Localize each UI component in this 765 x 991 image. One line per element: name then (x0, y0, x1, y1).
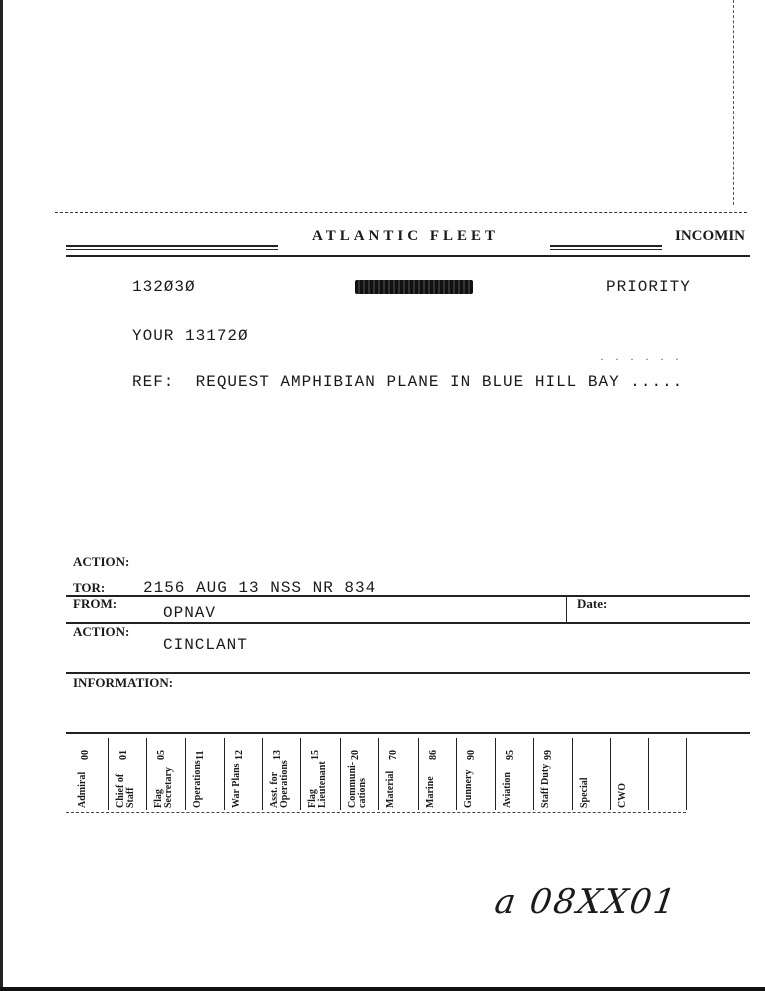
routing-cell-chief-of: 01 Chief of Staff (115, 750, 136, 808)
date-label: Date: (577, 596, 608, 611)
fleet-title: ATLANTIC FLEET (312, 228, 500, 244)
information-rule (66, 672, 750, 674)
routing-cell-flag: 15 Flag Lieutenant (307, 750, 328, 808)
routing-code: 70 (388, 750, 399, 760)
handwritten-note: a 08XX01 (492, 882, 680, 922)
routing-cell-asst-for: 13 Asst. for Operations (269, 750, 290, 808)
routing-cell-gunnery: 90 Gunnery (463, 750, 477, 808)
from-value: OPNAV (163, 604, 217, 622)
header-rule-under (66, 255, 750, 257)
incoming-label: INCOMIN (675, 228, 745, 244)
routing-rule (66, 732, 750, 734)
routing-cell-flag: 05 Flag Secretary (153, 750, 174, 808)
header-rule-left (66, 245, 278, 247)
routing-cell-special: Special (579, 777, 590, 808)
routing-cell-war-plans: 12 War Plans (231, 750, 245, 808)
action-rule (66, 622, 750, 624)
your-reference: YOUR 13172Ø (132, 327, 249, 345)
from-rule (66, 595, 750, 597)
ref-line: REF: REQUEST AMPHIBIAN PLANE IN BLUE HILL BAY ..... (132, 373, 684, 391)
routing-code: 99 (543, 750, 554, 760)
tor-value: 2156 AUG 13 NSS NR 834 (143, 579, 377, 597)
action-label: ACTION: (73, 554, 130, 569)
routing-code: 05 (156, 750, 167, 760)
tear-line (55, 212, 747, 213)
precedence: PRIORITY (606, 278, 691, 296)
routing-cell-material: 70 Material (385, 750, 399, 808)
routing-code: 12 (234, 750, 245, 760)
routing-code: 95 (505, 750, 516, 760)
routing-divider (686, 738, 687, 810)
scan-right-edge (733, 0, 734, 205)
date-divider (566, 596, 567, 622)
tor-label: TOR: (73, 580, 106, 595)
action2-label: ACTION: (73, 624, 130, 639)
header-rule-left-thin (66, 249, 278, 250)
date-time-group: 132Ø3Ø (132, 278, 196, 296)
routing-cell-communi: 20 Communi- cations (347, 750, 368, 808)
routing-code: 13 (272, 750, 283, 760)
routing-cell-aviation: 95 Aviation (502, 750, 516, 808)
routing-cell-staff-duty: 99 Staff Duty (540, 750, 554, 808)
routing-cell-admiral: 00 Admiral (77, 750, 91, 808)
routing-code: 00 (80, 750, 91, 760)
routing-code: 90 (466, 750, 477, 760)
routing-cell-cwo: CWO (617, 783, 628, 808)
header-rule-right-thin (550, 249, 662, 250)
routing-code: 01 (118, 750, 129, 760)
from-label: FROM: (73, 596, 118, 611)
routing-cell-operations: 11 Operations (192, 750, 206, 808)
routing-code: 11 (195, 750, 206, 760)
routing-code: 86 (428, 750, 439, 760)
classification-redaction (355, 280, 473, 294)
action2-value: CINCLANT (163, 636, 248, 654)
scan-bottom-edge (0, 987, 765, 991)
routing-code: 20 (350, 750, 361, 760)
scan-left-edge (0, 0, 3, 991)
header-rule-right (550, 245, 662, 247)
routing-divider (648, 738, 649, 810)
routing-cell-marine: 86 Marine (425, 750, 439, 808)
information-label: INFORMATION: (73, 675, 174, 690)
scan-speckle: · · · · · · (600, 352, 683, 366)
routing-bottom-rule (66, 812, 686, 813)
routing-code: 15 (310, 750, 321, 760)
